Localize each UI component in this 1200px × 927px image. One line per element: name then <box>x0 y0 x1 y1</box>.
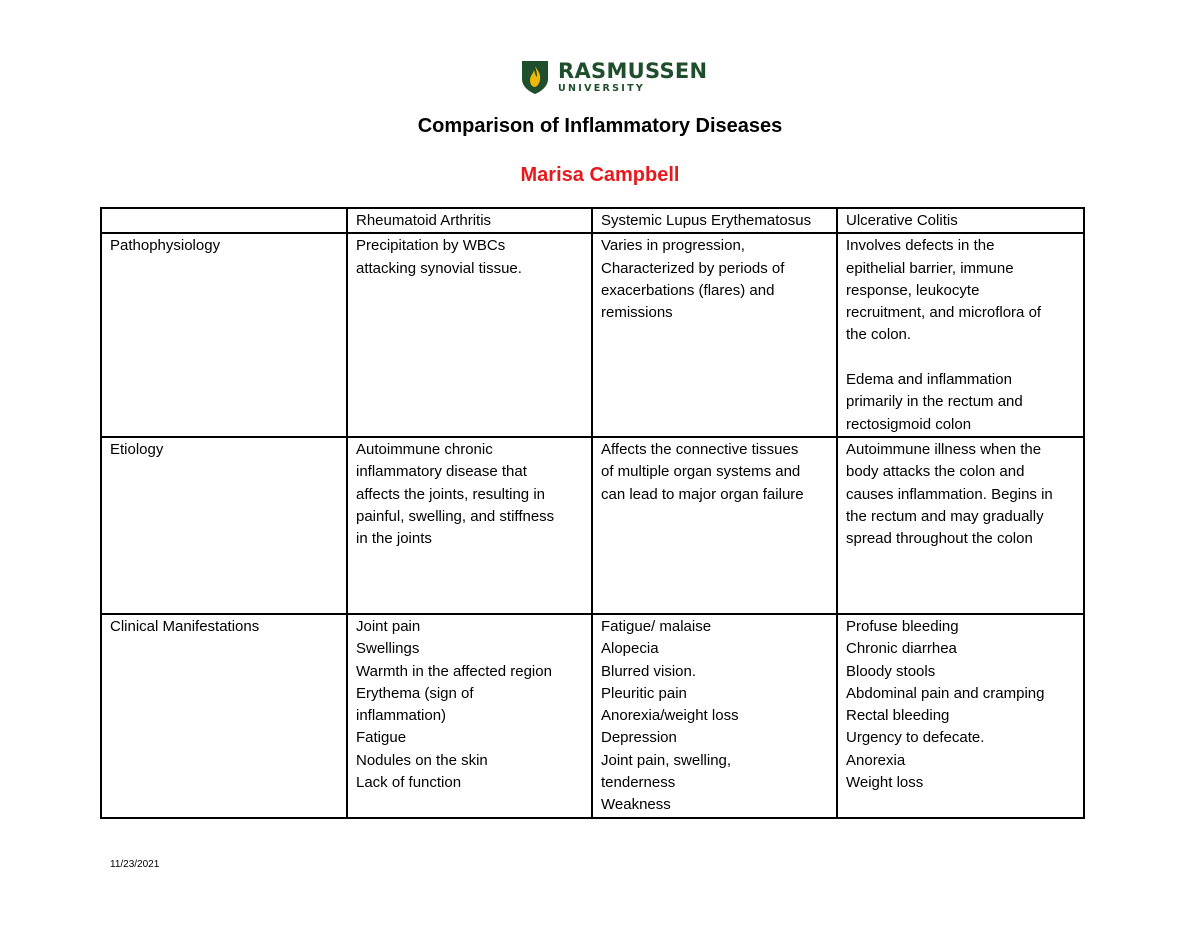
cell-line: Alopecia <box>601 640 659 658</box>
cell-line: spread throughout the colon <box>846 530 1033 548</box>
cell-line: Blurred vision. <box>601 662 697 680</box>
cell-line: remissions <box>601 304 673 322</box>
cell-line: exacerbations (flares) and <box>601 281 775 299</box>
cell-line: Fatigue <box>356 729 407 747</box>
row-label-pathophysiology: Pathophysiology <box>101 233 347 437</box>
cell-line: Joint pain, swelling, <box>601 751 732 769</box>
cell-line: Rectal bleeding <box>846 707 950 725</box>
cell-line: Joint pain <box>356 617 421 635</box>
cell-line: body attacks the colon and <box>846 463 1025 481</box>
header-cell-systemic-lupus: Systemic Lupus Erythematosus <box>592 208 837 233</box>
cell-line: Erythema (sign of <box>356 684 474 702</box>
cell-sle-pathophysiology <box>592 233 837 437</box>
cell-line: Urgency to defecate. <box>846 729 985 747</box>
cell-line: Pleuritic pain <box>601 684 687 702</box>
cell-line: Swellings <box>356 640 420 658</box>
cell-line: can lead to major organ failure <box>601 485 804 503</box>
cell-line: Anorexia <box>846 751 906 769</box>
cell-line: Varies in progression, <box>601 237 745 255</box>
cell-line: inflammatory disease that <box>356 463 527 481</box>
cell-line: Profuse bleeding <box>846 617 959 635</box>
cell-line: Fatigue/ malaise <box>601 617 712 635</box>
cell-line: Involves defects in the <box>846 237 995 255</box>
comparison-table <box>100 207 1085 819</box>
cell-line: Lack of function <box>356 774 462 792</box>
cell-line: Warmth in the affected region <box>356 662 552 680</box>
cell-ra-clinical-manifestations <box>347 614 592 818</box>
cell-ra-etiology <box>347 437 592 614</box>
cell-line: tenderness <box>601 774 676 792</box>
cell-line: recruitment, and microflora of <box>846 304 1042 322</box>
cell-line: painful, swelling, and stiffness <box>356 507 555 525</box>
cell-line: rectosigmoid colon <box>846 415 972 433</box>
logo-name: RASMUSSEN <box>558 58 708 83</box>
cell-line: of multiple organ systems and <box>601 463 801 481</box>
author-name: Marisa Campbell <box>520 164 680 186</box>
cell-line: inflammation) <box>356 707 447 725</box>
footer-date: 11/23/2021 <box>110 859 160 870</box>
cell-line: causes inflammation. Begins in <box>846 485 1053 503</box>
cell-line: Autoimmune chronic <box>356 440 493 458</box>
cell-line: Edema and inflammation <box>846 371 1012 389</box>
cell-uc-pathophysiology <box>837 233 1084 437</box>
cell-line: Weakness <box>601 796 671 814</box>
cell-line: affects the joints, resulting in <box>356 485 545 503</box>
row-label-clinical-manifestations: Clinical Manifestations <box>101 614 347 818</box>
table-header-row <box>101 208 1084 233</box>
header-cell-empty <box>101 208 347 233</box>
document-title: Comparison of Inflammatory Diseases <box>417 115 783 137</box>
cell-uc-clinical-manifestations <box>837 614 1084 818</box>
cell-line: Chronic diarrhea <box>846 640 957 658</box>
paragraph-gap <box>846 347 1075 369</box>
cell-ra-pathophysiology <box>347 233 592 437</box>
cell-line: Characterized by periods of <box>601 259 785 277</box>
cell-line: epithelial barrier, immune <box>846 259 1014 277</box>
cell-line: Autoimmune illness when the <box>846 440 1042 458</box>
table-row <box>101 233 1084 437</box>
header-cell-rheumatoid-arthritis: Rheumatoid Arthritis <box>347 208 592 233</box>
cell-line: Anorexia/weight loss <box>601 707 739 725</box>
cell-line: Precipitation by WBCs <box>356 237 506 255</box>
cell-line: Nodules on the skin <box>356 751 488 769</box>
cell-line: response, leukocyte <box>846 281 980 299</box>
cell-line: Weight loss <box>846 774 924 792</box>
header-cell-ulcerative-colitis: Ulcerative Colitis <box>837 208 1084 233</box>
table-row <box>101 614 1084 818</box>
cell-line: the colon. <box>846 326 912 344</box>
cell-line: Bloody stools <box>846 662 936 680</box>
rasmussen-logo <box>520 58 707 96</box>
cell-sle-clinical-manifestations <box>592 614 837 818</box>
cell-line: primarily in the rectum and <box>846 393 1023 411</box>
cell-line: in the joints <box>356 530 432 548</box>
cell-line: Depression <box>601 729 677 747</box>
cell-line: Affects the connective tissues <box>601 440 799 458</box>
cell-line: attacking synovial tissue. <box>356 259 522 277</box>
cell-line: Abdominal pain and cramping <box>846 684 1045 702</box>
shield-flame-icon <box>520 59 550 95</box>
table-row <box>101 437 1084 614</box>
cell-uc-etiology <box>837 437 1084 614</box>
cell-sle-etiology <box>592 437 837 614</box>
cell-line: the rectum and may gradually <box>846 507 1044 525</box>
logo-subtitle: UNIVERSITY <box>558 82 646 94</box>
row-label-etiology: Etiology <box>101 437 347 614</box>
